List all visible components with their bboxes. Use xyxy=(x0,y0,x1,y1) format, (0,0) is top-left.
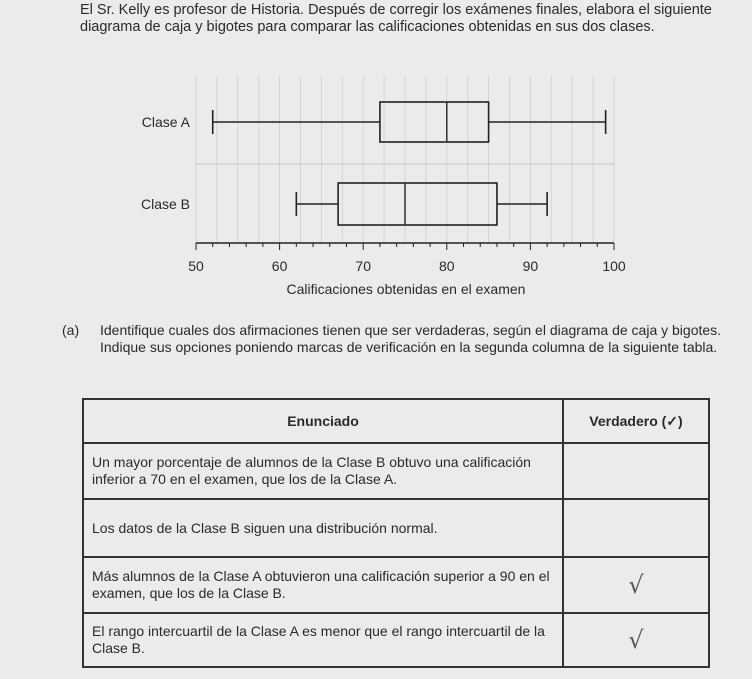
check-mark: √ xyxy=(628,626,644,654)
box-plot-svg xyxy=(126,76,646,306)
check-cell[interactable] xyxy=(563,613,709,667)
tick-label: 90 xyxy=(522,258,539,274)
tick-label: 70 xyxy=(355,258,371,274)
check-cell[interactable] xyxy=(563,443,709,499)
tick-label: 100 xyxy=(602,258,626,274)
question-text: Identifique cuales dos afirmaciones tienen que ser verdaderas, según el diagrama de caja y bigotes. Indique sus opciones poniendo marcas de verificación en la segunda columna de la siguiente tabla. xyxy=(100,322,722,355)
check-cell[interactable] xyxy=(563,557,709,613)
statement-cell: Los datos de la Clase B siguen una distribución normal. xyxy=(83,499,563,557)
tick-label: 80 xyxy=(439,258,455,274)
statement-cell: Más alumnos de la Clase A obtuvieron una calificación superior a 90 en el examen, que los de la Clase B. xyxy=(83,557,563,613)
x-axis xyxy=(188,243,626,274)
tick-label: 60 xyxy=(271,258,288,274)
table-row xyxy=(83,557,709,613)
check-cell[interactable] xyxy=(563,499,709,557)
iqr-box xyxy=(338,183,497,225)
series-label: Clase B xyxy=(140,196,190,212)
series-label: Clase A xyxy=(141,114,190,130)
table-row xyxy=(83,613,709,667)
header-statement: Enunciado xyxy=(83,399,563,443)
header-true: Verdadero (✓) xyxy=(563,399,709,443)
answer-table xyxy=(82,398,710,668)
check-mark: √ xyxy=(628,571,644,599)
tick-label: 50 xyxy=(188,258,204,274)
table-row xyxy=(83,499,709,557)
box-plot-chart xyxy=(126,76,646,306)
statement-cell: El rango intercuartil de la Clase A es menor que el rango intercuartil de la Clase B. xyxy=(83,613,563,667)
statement-cell: Un mayor porcentaje de alumnos de la Clase B obtuvo una calificación inferior a 70 en el examen, que los de la Clase A. xyxy=(83,443,563,499)
table-header-row xyxy=(83,399,709,443)
iqr-box xyxy=(380,102,489,142)
x-axis-label: Calificaciones obtenidas en el examen xyxy=(286,281,526,297)
table-row xyxy=(83,443,709,499)
question-label: (a) xyxy=(62,322,80,338)
intro-paragraph: El Sr. Kelly es profesor de Historia. Después de corregir los exámenes finales, elabora el siguiente diagrama de caja y bigotes para comparar las calificaciones obtenidas en sus dos clases. xyxy=(80,2,712,35)
